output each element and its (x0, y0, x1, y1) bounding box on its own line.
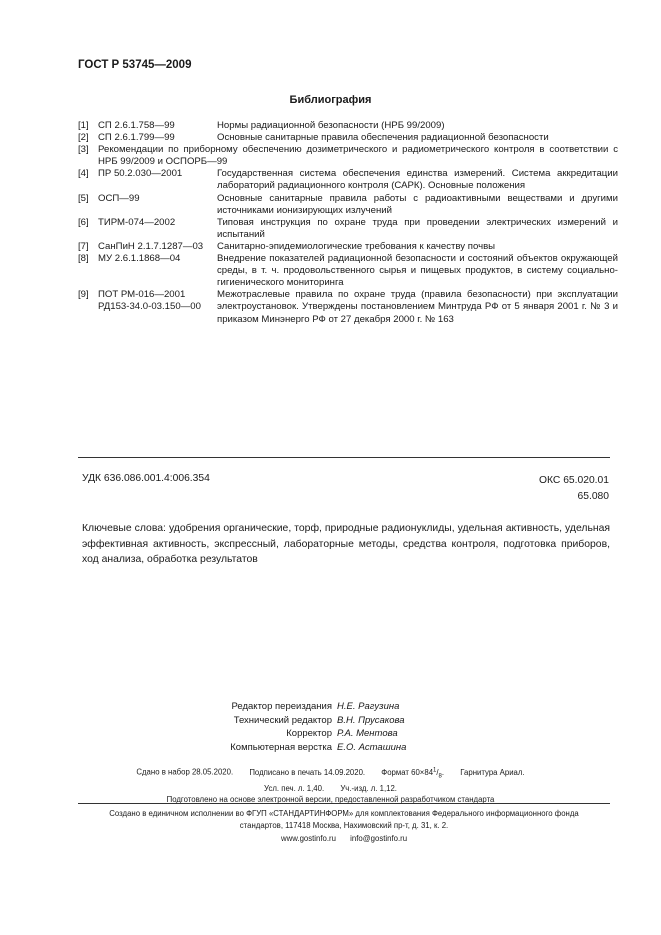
format-end: . (441, 767, 445, 777)
bibliography-list (78, 120, 618, 326)
oks-code-secondary: 65.080 (577, 491, 609, 502)
bibliography-entry (78, 168, 618, 192)
oks-codes (539, 473, 609, 505)
divider (78, 803, 610, 804)
bibliography-entry (78, 289, 618, 325)
footer-line: Создано в единичном исполнении во ФГУП «СТАНДАРТИНФОРМ» для комплектования Федерального информационного фонда (109, 809, 579, 818)
credit-role: Технический редактор (233, 714, 332, 726)
entry-description: Рекомендации по приборному обеспечению дозиметрического и радиометрического контроля в соответствии с НРБ 99/2009 и ОСПОРБ—99 (98, 144, 618, 168)
entry-code: СанПиН 2.1.7.1287—03 (98, 240, 204, 252)
signed-date: Подписано в печать 14.09.2020. (249, 767, 366, 777)
oks-code: ОКС 65.020.01 (539, 475, 609, 486)
entry-description: Основные санитарные правила обеспечения радиационной безопасности (217, 132, 549, 144)
divider (78, 457, 610, 458)
footer-line: стандартов, 117418 Москва, Нахимовский пр-т, д. 31, к. 2. (239, 821, 449, 831)
standard-number: ГОСТ Р 53745—2009 (78, 59, 192, 71)
credit-name: Н.Е. Рагузина (337, 701, 400, 712)
bibliography-entry (78, 193, 618, 217)
format-sup: 1 (433, 767, 437, 773)
entry-code-line: ПОТ РМ-016—2001 (98, 289, 186, 301)
entry-description: Нормы радиационной безопасности (НРБ 99/2009) (217, 120, 445, 131)
credit-row (0, 727, 661, 741)
entry-number: [3] (78, 144, 89, 156)
format-sub: 8 (438, 773, 442, 780)
credit-row (0, 741, 661, 755)
credit-name: Р.А. Ментова (337, 728, 398, 740)
entry-code: ТИРМ-074—2002 (98, 216, 176, 228)
entry-code: ПР 50.2.030—2001 (98, 168, 183, 180)
entry-number: [1] (78, 120, 89, 131)
credit-row (0, 700, 661, 714)
bibliography-title: Библиография (289, 94, 372, 106)
bibliography-entry (78, 132, 618, 144)
print-info-line (0, 765, 661, 783)
entry-description: Типовая инструкция по охране труда при проведении электрических измерений и испытаний (217, 216, 618, 240)
bibliography-entry (78, 144, 618, 168)
bibliography-entry (78, 253, 618, 289)
entry-number: [8] (78, 253, 89, 265)
entry-description: Санитарно-эпидемиологические требования к качеству почвы (217, 240, 496, 252)
credit-name: Е.О. Асташина (337, 741, 407, 753)
print-info (0, 765, 661, 806)
udk-code: УДК 636.086.001.4:006.354 (82, 473, 210, 484)
bibliography-entry (78, 241, 618, 253)
edition-sheets: Уч.-изд. л. 1,12. (340, 783, 397, 793)
credit-row (0, 714, 661, 728)
bibliography-entry (78, 120, 618, 132)
footer-contacts (70, 833, 618, 845)
keywords: Ключевые слова: удобрения органические, торф, природные радионуклиды, удельная активность, удельная эффективная активность, экспрессный, лабораторные методы, средства контроля, подготовка приборов, ход анализа, обработка результатов (82, 523, 610, 565)
entry-number: [6] (78, 216, 89, 228)
entry-number: [2] (78, 132, 89, 144)
entry-number: [4] (78, 168, 89, 180)
entry-code (98, 289, 217, 325)
email-link[interactable]: info@gostinfo.ru (350, 833, 408, 843)
credit-role: Компьютерная верстка (230, 741, 332, 753)
credit-role: Корректор (286, 728, 332, 740)
entry-description: Межотраслевые правила по охране труда (правила безопасности) при эксплуатации электроустановок. Утверждены постановлением Минтруда РФ от 5 января 2001 г. № 3 и приказом Минэнерго РФ от 27 декабря 2000 г. № 163 (217, 289, 618, 325)
entry-description: Основные санитарные правила работы с радиоактивными веществами и другими источниками ионизирующих излучений (217, 192, 618, 216)
entry-code: ОСП—99 (98, 192, 140, 204)
entry-description: Государственная система обеспечения единства измерений. Система аккредитации лабораторий радиационного контроля (САРК). Основные положения (217, 168, 618, 192)
entry-number: [7] (78, 240, 89, 252)
entry-code: СП 2.6.1.758—99 (98, 120, 175, 131)
entry-number: [5] (78, 192, 89, 204)
sent-date: Сдано в набор 28.05.2020. (136, 767, 234, 777)
entry-code-line: РД153-34.0-03.150—00 (98, 301, 201, 313)
entry-code: СП 2.6.1.799—99 (98, 132, 175, 144)
website-link[interactable]: www.gostinfo.ru (280, 833, 336, 843)
bibliography-entry (78, 217, 618, 241)
publisher-footer (70, 808, 618, 845)
editorial-credits (0, 700, 661, 754)
print-format: Формат $60\times 84^1/_8$. (381, 767, 445, 780)
credit-name: В.Н. Прусакова (337, 714, 405, 726)
print-sheets: Усл. печ. л. 1,40. (264, 783, 325, 793)
format-prefix: Формат 60×84 (381, 767, 434, 777)
print-basis: Подготовлено на основе электронной версии, предоставленной разработчиком стандарта (166, 795, 495, 805)
entry-code: МУ 2.6.1.1868—04 (98, 253, 181, 265)
credit-role: Редактор переиздания (231, 701, 332, 712)
entry-number: [9] (78, 289, 89, 301)
typeface: Гарнитура Ариал. (460, 767, 525, 777)
print-info-line (0, 783, 661, 795)
entry-description: Внедрение показателей радиационной безопасности и состояний объектов окружающей среды, в т. ч. продовольственного сырья и пищевых продуктов, в систему социально-гигиенического мониторинга (217, 253, 618, 289)
